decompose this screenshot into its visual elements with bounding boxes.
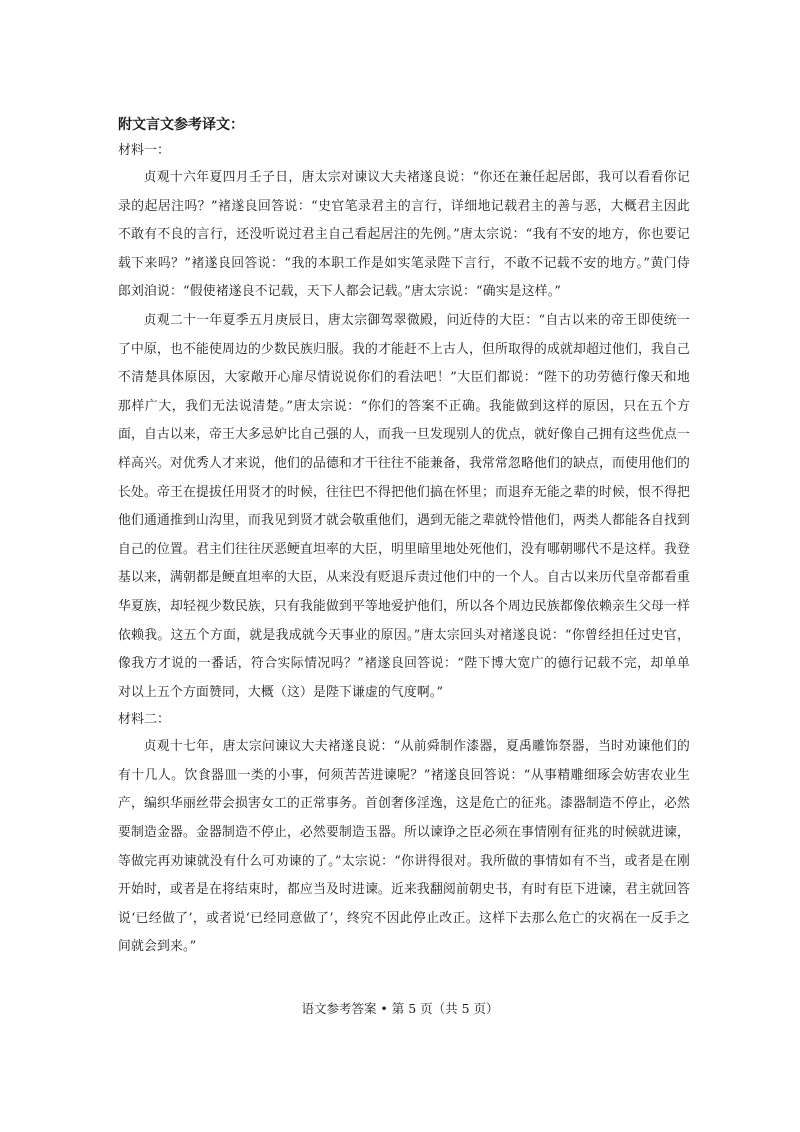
- document-heading: 附文言文参考译文：: [118, 117, 244, 133]
- material-one-paragraph-2: 贞观二十一年夏季五月庚辰日，唐太宗御驾翠微殿，问近侍的大臣：“自古以来的帝王即使统一了中原，也不能使周边的少数民族归服。我的才能赶不上古人，但所取得的成就却超过他们，我自己不清楚具体原因，大家敞开心扉尽情说说你们的看法吧！”大臣们都说：“陛下的功劳德行像天和地那样广大，我们无法说清楚。”唐太宗说：“你们的答案不正确。我能做到这样的原因，只在五个方面，自古以来，帝王大多忌妒比自己强的人，而我一旦发现别人的优点，就好像自己拥有这些优点一样高兴。对优秀人才来说，他们的品德和才干往往不能兼备，我常常忽略他们的缺点，而使用他们的长处。帝王在提拔任用贤才的时候，往往巴不得把他们搞在怀里；而退弃无能之辈的时候，恨不得把他们通通推到山沟里，而我见到贤才就会敬重他们，遇到无能之辈就怜惜他们，两类人都能各自找到自己的位置。君主们往往厌恶鲠直坦率的大臣，明里暗里地处死他们，没有哪朝哪代不是这样。我登基以来，满朝都是鲠直坦率的大臣，从来没有贬退斥责过他们中的一个人。自古以来历代皇帝都看重华夏族，却轻视少数民族，只有我能做到平等地爱护他们，所以各个周边民族都像依赖亲生父母一样依赖我。这五个方面，就是我成就今天事业的原因。”唐太宗回头对褚遂良说：“你曾经担任过史官，像我方才说的一番话，符合实际情况吗？”褚遂良回答说：“陛下博大宽广的德行记载不完，却单单对以上五个方面赞同，大概（这）是陛下谦虚的气度啊。”: [118, 312, 690, 700]
- page-footer: 语文参考答案 • 第 5 页（共 5 页）: [301, 1001, 499, 1016]
- material-one-label: 材料一：: [118, 143, 171, 158]
- material-one-paragraph-1: 贞观十六年夏四月壬子日，唐太宗对谏议大夫褚遂良说：“你还在兼任起居郎，我可以看看你记录的起居注吗？”褚遂良回答说：“史官笔录君主的言行，详细地记载君主的善与恶，大概君主因此不敢有不良的言行，还没听说过君主自己看起居注的先例。”唐太宗说：“我有不安的地方，你也要记载下来吗？”褚遂良回答说：“我的本职工作是如实笔录陛下言行，不敢不记载不安的地方。”黄门侍郎刘洎说：“假使褚遂良不记载，天下人都会记载。”唐太宗说：“确实是这样。”: [118, 170, 690, 300]
- document-body: [118, 112, 690, 962]
- material-two-label: 材料二：: [118, 712, 171, 728]
- material-two-paragraph-1: 贞观十七年，唐太宗问谏议大夫褚遂良说：“从前舜制作漆器，夏禹雕饰祭器，当时劝谏他们的有十几人。饮食器皿一类的小事，何须苦苦进谏呢？”褚遂良回答说：“从事精雕细琢会妨害农业生产，编织华丽丝带会损害女工的正常事务。首创奢侈淫逸，这是危亡的征兆。漆器制造不停止，必然要制造金器。金器制造不停止，必然要制造玉器。所以谏诤之臣必须在事情刚有征兆的时候就进谏，等做完再劝谏就没有什么可劝谏的了。”太宗说：“你讲得很对。我所做的事情如有不当，或者是在刚开始时，或者是在将结束时，都应当及时进谏。近来我翻阅前朝史书，有时有臣下进谏，君主就回答说‘已经做了’，或者说‘已经同意做了’，终究不因此停止改正。这样下去那么危亡的灾祸在一反手之间就会到来。”: [118, 739, 690, 955]
